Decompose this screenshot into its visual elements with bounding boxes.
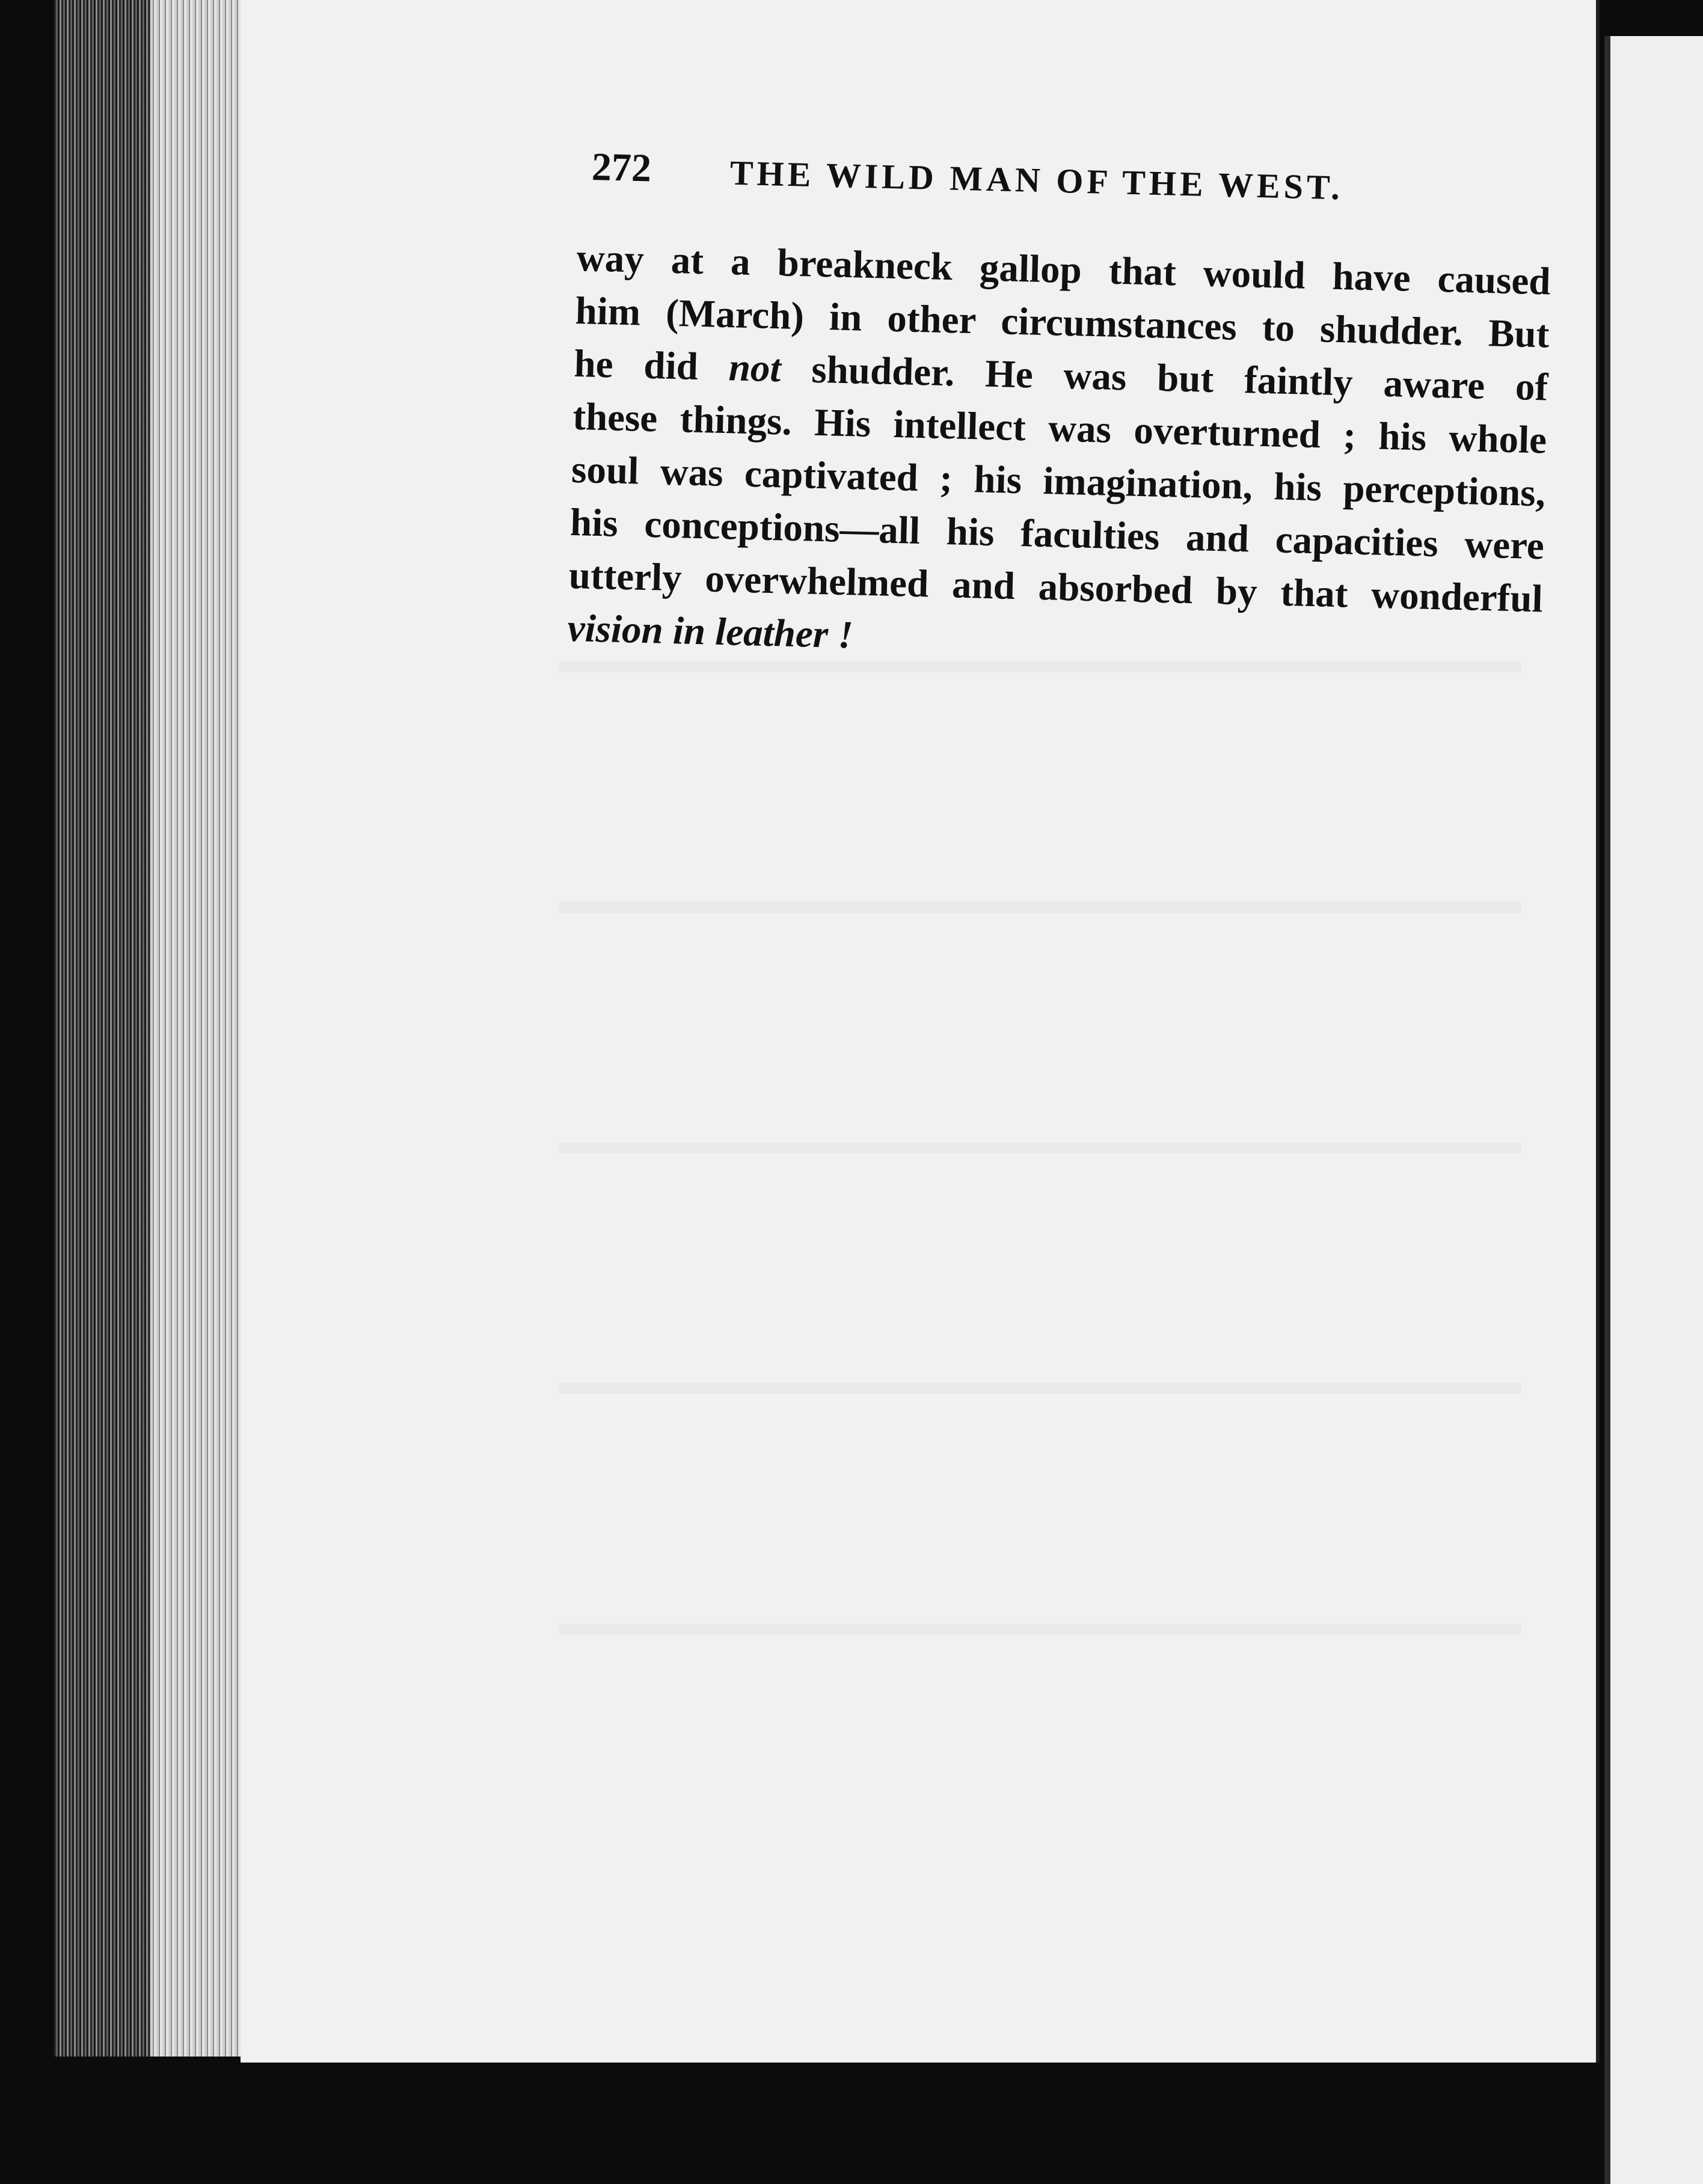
text-line: soul was captivated ; his imagination, his perceptions, [571,447,1546,515]
next-page-edge [1604,36,1703,2184]
bottom-shadow [0,2063,1604,2184]
show-through-mark [559,1143,1521,1153]
italic-emphasis: not [728,346,782,391]
running-head: THE WILD MAN OF THE WEST. [729,153,1344,207]
show-through-mark [559,902,1521,913]
text-line-italic: vision in leather ! [566,606,854,657]
text-line: utterly overwhelmed and absorbed by that wonderful [568,553,1544,621]
text-fragment: he did [573,342,729,390]
text-line: way at a breakneck gallop that would have caused [576,236,1551,304]
page-number: 272 [591,144,652,191]
text-line: him (March) in other circumstances to shudder. But [574,289,1550,357]
show-through-mark [559,1624,1521,1634]
show-through-mark [559,1383,1521,1394]
text-line: these things. His intellect was overturned ; his whole [572,394,1547,462]
text-fragment: shudder. He was but faintly aware of [780,347,1549,410]
text-line: his conceptions—all his faculties and capacities were [569,500,1545,568]
body-text [567,232,1551,678]
